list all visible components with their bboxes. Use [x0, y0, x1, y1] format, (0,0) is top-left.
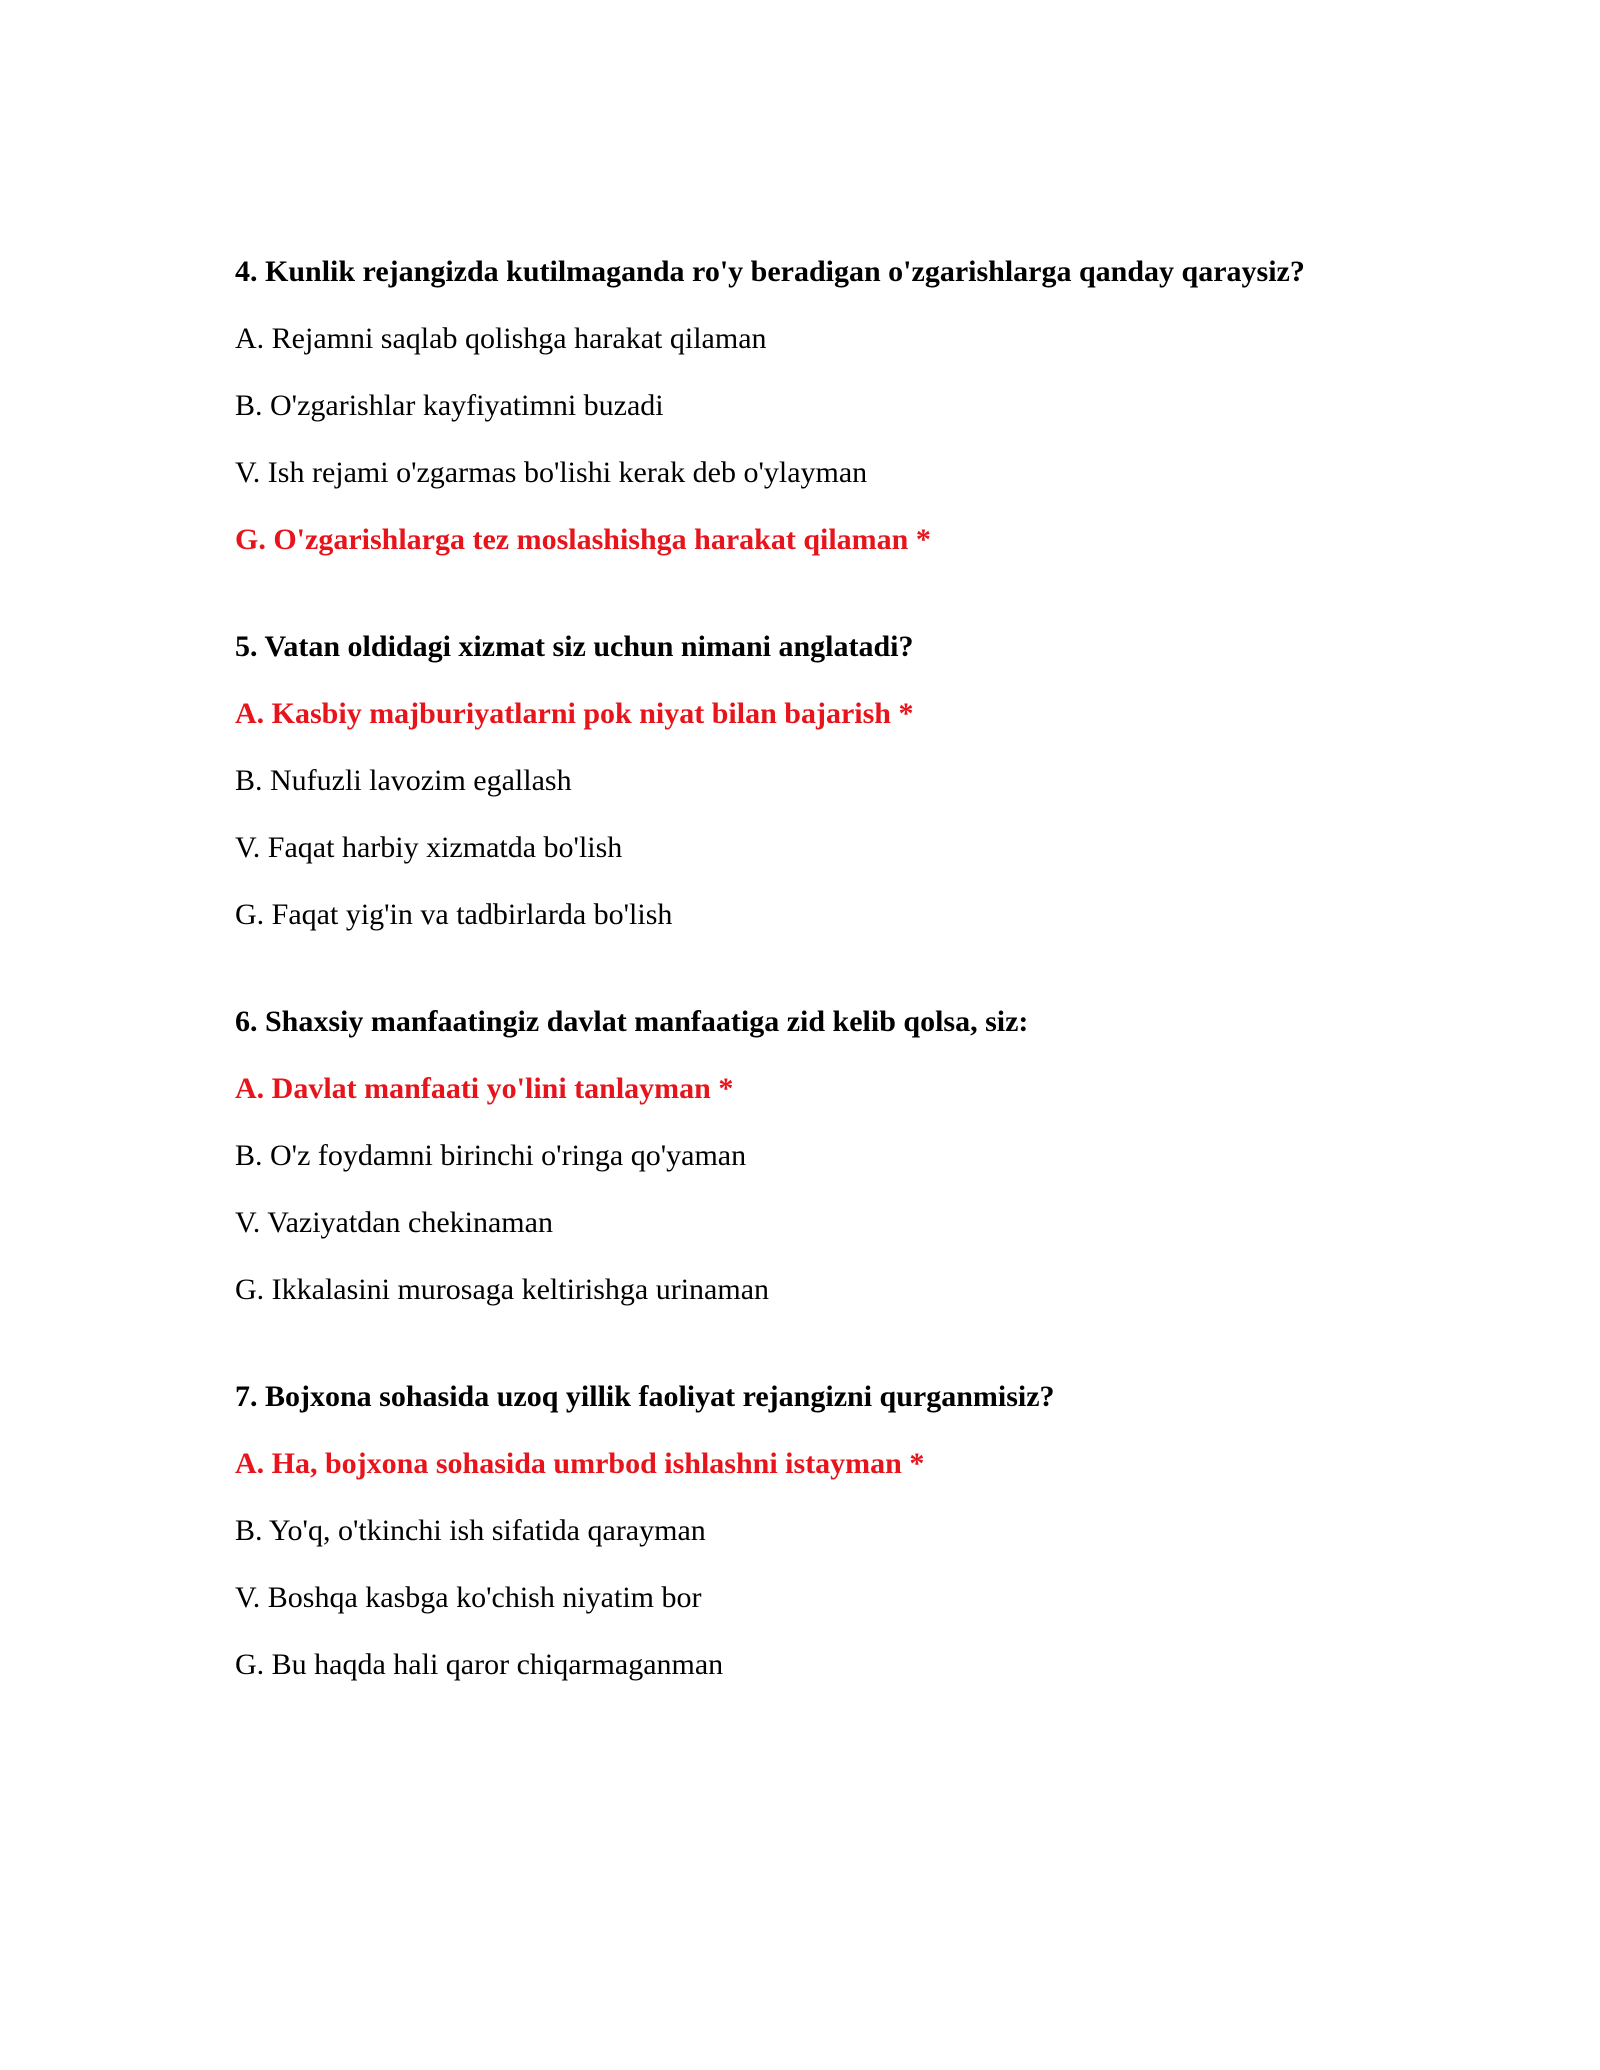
question-text: 5. Vatan oldidagi xizmat siz uchun nimani anglatadi? [235, 630, 914, 663]
option-a-correct: A. Ha, bojxona sohasida umrbod ishlashni istayman * [235, 1447, 925, 1480]
option-b: B. O'zgarishlar kayfiyatimni buzadi [235, 389, 664, 422]
option-b: B. Nufuzli lavozim egallash [235, 764, 572, 797]
question-text: 6. Shaxsiy manfaatingiz davlat manfaatiga zid kelib qolsa, siz: [235, 1005, 1029, 1038]
option-g: G. Faqat yig'in va tadbirlarda bo'lish [235, 898, 673, 931]
option-v: V. Faqat harbiy xizmatda bo'lish [235, 831, 623, 864]
option-a-correct: A. Davlat manfaati yo'lini tanlayman * [235, 1072, 734, 1105]
question-4 [235, 252, 1515, 560]
question-5 [235, 627, 1515, 935]
question-7 [235, 1377, 1515, 1685]
option-g: G. Ikkalasini murosaga keltirishga urinaman [235, 1273, 770, 1306]
option-a: A. Rejamni saqlab qolishga harakat qilaman [235, 322, 767, 355]
option-b: B. O'z foydamni birinchi o'ringa qo'yaman [235, 1139, 747, 1172]
option-b: B. Yo'q, o'tkinchi ish sifatida qarayman [235, 1514, 706, 1547]
question-text: 4. Kunlik rejangizda kutilmaganda ro'y beradigan o'zgarishlarga qanday qaraysiz? [235, 255, 1305, 288]
option-g-correct: G. O'zgarishlarga tez moslashishga harakat qilaman * [235, 523, 931, 556]
option-v: V. Boshqa kasbga ko'chish niyatim bor [235, 1581, 702, 1614]
option-v: V. Vaziyatdan chekinaman [235, 1206, 553, 1239]
option-a-correct: A. Kasbiy majburiyatlarni pok niyat bilan bajarish * [235, 697, 914, 730]
quiz-page [235, 252, 1515, 1752]
option-v: V. Ish rejami o'zgarmas bo'lishi kerak deb o'ylayman [235, 456, 868, 489]
option-g: G. Bu haqda hali qaror chiqarmaganman [235, 1648, 724, 1681]
question-6 [235, 1002, 1515, 1310]
question-text: 7. Bojxona sohasida uzoq yillik faoliyat rejangizni qurganmisiz? [235, 1380, 1055, 1413]
